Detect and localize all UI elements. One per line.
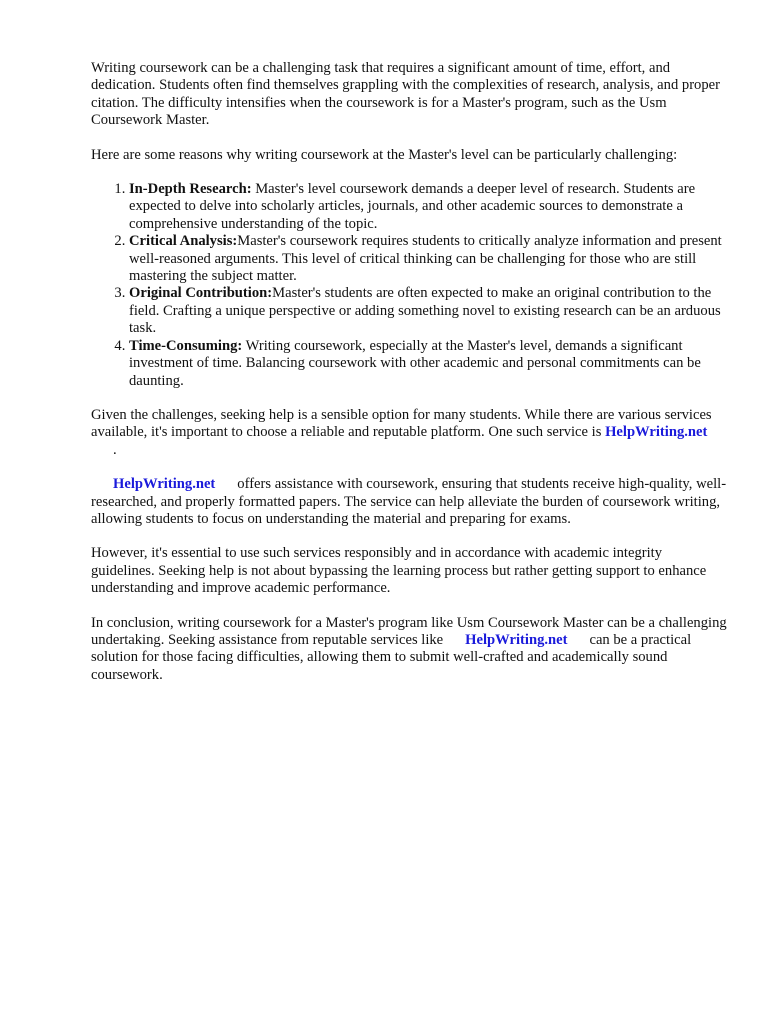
reason-text: Master's coursework requires students to critically analyze information and present well-reasoned arguments. This level of critical thinking can be challenging for those who are still mastering the subject matter.: [129, 233, 722, 285]
responsible-paragraph: However, it's essential to use such services responsibly and in accordance with academic integrity guidelines. Seeking help is not about bypassing the learning process but rather getting support to enhance understanding and improve academic performance.: [91, 545, 707, 597]
reason-term: Critical Analysis:: [129, 233, 238, 250]
helpwriting-link[interactable]: HelpWriting.net: [465, 631, 568, 648]
challenges-text: Given the challenges, seeking help is a sensible option for many students. While there are various services available, it's important to choose a reliable and reputable platform. One such service is: [91, 406, 712, 441]
reason-item-1: [129, 181, 727, 233]
reason-term: In-Depth Research:: [129, 181, 252, 198]
document-body: [91, 60, 727, 701]
reason-text: Master's level coursework demands a deeper level of research. Students are expected to delve into scholarly articles, journals, and other academic sources to demonstrate a comprehensive understanding of the topic.: [129, 181, 696, 232]
helpwriting-link[interactable]: HelpWriting.net: [605, 424, 708, 441]
reason-text: Master's students are often expected to make an original contribution to the field. Crafting a unique perspective or adding something novel to existing research can be an arduous task.: [129, 285, 721, 337]
reasons-list: [91, 181, 727, 390]
reason-term: Original Contribution:: [129, 285, 273, 302]
offers-paragraph: [91, 476, 727, 528]
challenges-period: .: [113, 441, 117, 458]
challenges-paragraph: [91, 407, 727, 459]
helpwriting-link[interactable]: HelpWriting.net: [113, 476, 216, 493]
reason-term: Time-Consuming:: [129, 337, 243, 354]
reason-item-3: [129, 285, 727, 337]
reason-text: Writing coursework, especially at the Master's level, demands a significant investment of time. Balancing coursework with other academic and personal commitments can be daunting.: [129, 337, 701, 389]
reasons-intro-paragraph: Here are some reasons why writing coursework at the Master's level can be particularly challenging:: [91, 146, 678, 163]
reason-item-4: [129, 338, 727, 390]
conclusion-text-start: In conclusion, writing coursework for a Master's program like Usm Coursework Master can be a challenging undertaking. Seeking assistance from reputable services like: [91, 614, 727, 648]
conclusion-text-end: can be a practical solution for those facing difficulties, allowing them to submit well-crafted and academically sound coursework.: [91, 631, 692, 683]
intro-paragraph: Writing coursework can be a challenging task that requires a significant amount of time, effort, and dedication. Students often find themselves grappling with the complexities of research, analysis, and proper citation. The difficulty intensifies when the coursework is for a Master's program, such as the Usm Coursework Master.: [91, 60, 720, 129]
conclusion-paragraph: [91, 615, 727, 685]
reason-item-2: [129, 233, 727, 285]
offers-text: offers assistance with coursework, ensuring that students receive high-quality, well-researched, and properly formatted papers. The service can help alleviate the burden of coursework writing, allowing students to focus on understanding the material and preparing for exams.: [91, 476, 727, 527]
